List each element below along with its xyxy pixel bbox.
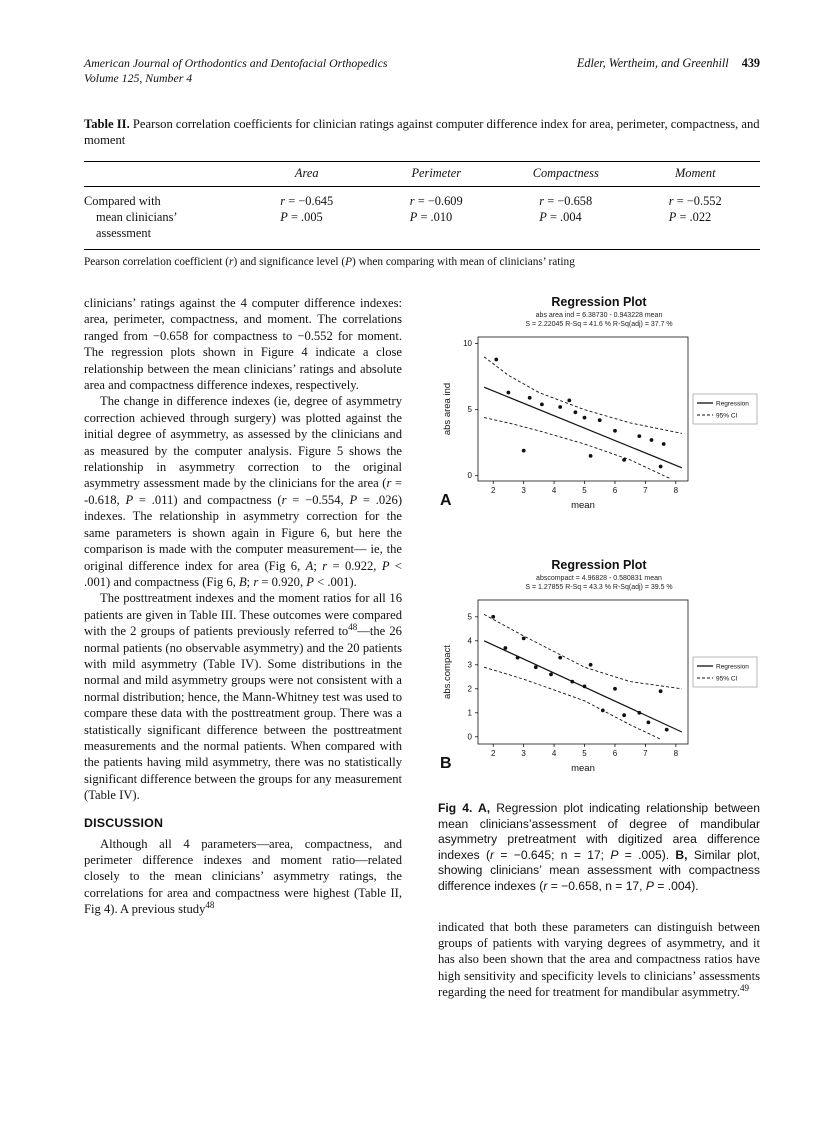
cell-compactness: r = −0.658 P = .004 xyxy=(539,194,593,224)
svg-text:Regression: Regression xyxy=(716,663,749,671)
table-2-label: Table II. xyxy=(84,117,130,131)
svg-text:95% CI: 95% CI xyxy=(716,412,738,420)
table-2-caption-text: Pearson correlation coefficients for clinician ratings against computer difference index for area, perimeter, compactness, and moment xyxy=(84,117,760,147)
figure-4 xyxy=(438,295,760,895)
cell-area: r = −0.645 P = .005 xyxy=(280,194,334,224)
svg-text:2: 2 xyxy=(490,749,496,758)
svg-text:abs area ind: abs area ind xyxy=(442,382,453,436)
panel-letter-A: A xyxy=(440,492,452,509)
svg-text:abs.compact: abs.compact xyxy=(442,645,453,699)
paragraph: The posttreatment indexes and the moment ratios for all 16 patients are given in Table III. These outcomes were compared with the 2 groups of patients previously referred $to^{48}—the$ 26 normal patients (no observable asymmetry) and the 20 patients with mild asymmetry (Table IV). Some distributions in the normal and mild asymmetry groups were not consistent with a normal distribution; hence, the Mann-Whitney test was used to compare these data with the posttreatment group. There was a statistically significant difference between the posttreatment measurements and the normal patients. When compared with the patients having mild asymmetry, there was no statistically significant difference between the groups for any measurement (Table IV). xyxy=(84,591,402,803)
column-header-compactness: Compactness xyxy=(532,166,599,180)
paragraph: clinicians’ ratings against the 4 computer difference indexes: area, perimeter, compactness, and moment. The correlations ranged from −0.658 for compactness to −0.552 for moment. The regression plots shown in Figure 4 indicate a close relationship between the mean clinicians’ ratings and absolute area and compactness difference indexes, respectively. xyxy=(84,296,402,393)
panel-letter-B: B xyxy=(440,755,452,772)
column-header-perimeter: Perimeter xyxy=(411,166,462,180)
volume-line: Volume 125, Number 4 xyxy=(84,71,193,85)
table-header-row xyxy=(84,162,760,186)
paragraph: indicated that both these parameters can distinguish between groups of patients with varying degrees of asymmetry, and it has also been shown that the area and compactness ratios have high sensitivity and specificity levels to clinicians’ assessments regarding the need for treatment for mandibular asymmetry.$^{49}$ xyxy=(438,919,760,1000)
table-footnote: Pearson correlation coefficient (r) and significance level (P) when comparing with mean of clinicians’ rating xyxy=(84,256,575,268)
svg-text:Regression: Regression xyxy=(716,400,749,408)
paragraph: Although all 4 parameters—area, compactness, and perimeter difference indexes and moment ratio—related closely to the mean clinicians’ asymmetry ratings, the correlations for area and compactness were highest (Table II, Fig 4). A previous study$^{48}$ xyxy=(84,836,402,917)
chart-stats: S = 1.27855 R-Sq = 43.3 % R-Sq(adj) = 39.5 % xyxy=(525,584,673,591)
row-label: Compared with mean clinicians’ assessment xyxy=(84,194,178,240)
left-column xyxy=(84,295,402,1001)
table-rule-bottom xyxy=(84,249,760,250)
svg-text:95% CI: 95% CI xyxy=(716,675,738,683)
chart-a-regression-plot xyxy=(438,295,760,524)
svg-text:2: 2 xyxy=(490,486,496,495)
column-header-area: Area xyxy=(294,166,319,180)
chart-b-regression-plot xyxy=(438,558,760,787)
table-2-section xyxy=(84,116,760,268)
two-column-body xyxy=(84,295,760,1001)
running-head-right xyxy=(577,56,760,71)
figure-4-caption: Fig 4. A, Regression plot indicating relationship between mean clinicians’assessment of degree of mandibular asymmetry pretreatment with digitized area difference indexes (r = −0.645; n = 17; P = .005). B, Similar plot, showing clinicians’ mean assessment with compactness difference indexes (r = −0.658, n = 17, P = .004). xyxy=(438,801,760,893)
svg-text:mean: mean xyxy=(571,500,595,511)
svg-text:mean: mean xyxy=(571,763,595,774)
svg-text:6: 6 xyxy=(612,749,618,758)
right-column xyxy=(438,295,760,1001)
svg-text:3: 3 xyxy=(521,749,526,758)
column-header-moment: Moment xyxy=(674,166,716,180)
chart-title: Regression Plot xyxy=(551,558,647,572)
discussion-heading: DISCUSSION xyxy=(84,815,164,830)
svg-text:7: 7 xyxy=(643,486,648,495)
svg-text:5: 5 xyxy=(582,486,587,495)
svg-text:5: 5 xyxy=(467,612,472,622)
chart-plot-B xyxy=(438,592,760,782)
journal-title: American Journal of Orthodontics and Dentofacial Orthopedics xyxy=(84,56,388,70)
svg-text:0: 0 xyxy=(467,471,472,481)
svg-text:4: 4 xyxy=(467,636,472,646)
svg-text:0: 0 xyxy=(467,732,472,742)
svg-text:6: 6 xyxy=(612,486,618,495)
paragraph: The change in difference indexes (ie, degree of asymmetry correction achieved through surgery) was plotted against the initial degree of asymmetry, as assessed by the clinicians and as measured by the computer analysis. Figure 5 shows the relationship in asymmetry correction to the original asymmetry assessment made by the clinicians for the area (r = -0.618, P = .011) and compactness (r = −0.554, P = .026) indexes. The relationship in asymmetry correction for the same parameters is shown again in Figure 6, but here the comparison is made with the computer measurement— ie, the original difference index for area (Fig 6, A; r = 0.922, P < .001) and compactness (Fig 6, B; r = 0.920, P < .001). xyxy=(84,394,403,589)
svg-text:4: 4 xyxy=(551,749,557,758)
table-header-empty xyxy=(84,166,242,181)
svg-text:1: 1 xyxy=(467,708,472,718)
svg-text:8: 8 xyxy=(673,749,679,758)
svg-text:5: 5 xyxy=(467,405,472,415)
chart-equation: abscompact = 4.96828 - 0.580831 mean xyxy=(536,575,662,582)
svg-text:8: 8 xyxy=(673,486,679,495)
table-row xyxy=(84,187,760,249)
svg-text:5: 5 xyxy=(582,749,587,758)
correlation-table xyxy=(84,161,760,268)
running-head-left xyxy=(84,56,387,86)
running-authors: Edler, Wertheim, and Greenhill xyxy=(576,56,729,70)
svg-text:7: 7 xyxy=(643,749,648,758)
page-number: 439 xyxy=(741,56,760,70)
cell-perimeter: r = −0.609 P = .010 xyxy=(409,194,463,224)
chart-plot-A xyxy=(438,329,760,519)
svg-text:3: 3 xyxy=(521,486,526,495)
svg-text:3: 3 xyxy=(467,660,472,670)
chart-stats: S = 2.22045 R-Sq = 41.6 % R-Sq(adj) = 37.7 % xyxy=(525,321,673,328)
svg-text:10: 10 xyxy=(463,339,472,349)
svg-text:4: 4 xyxy=(551,486,557,495)
table-2-caption xyxy=(84,116,760,148)
cell-moment: r = −0.552 P = .022 xyxy=(668,194,722,224)
svg-text:2: 2 xyxy=(467,684,472,694)
page-header xyxy=(84,56,760,86)
chart-equation: abs area ind = 6.38730 - 0.943228 mean xyxy=(535,312,663,319)
chart-title: Regression Plot xyxy=(551,295,647,309)
